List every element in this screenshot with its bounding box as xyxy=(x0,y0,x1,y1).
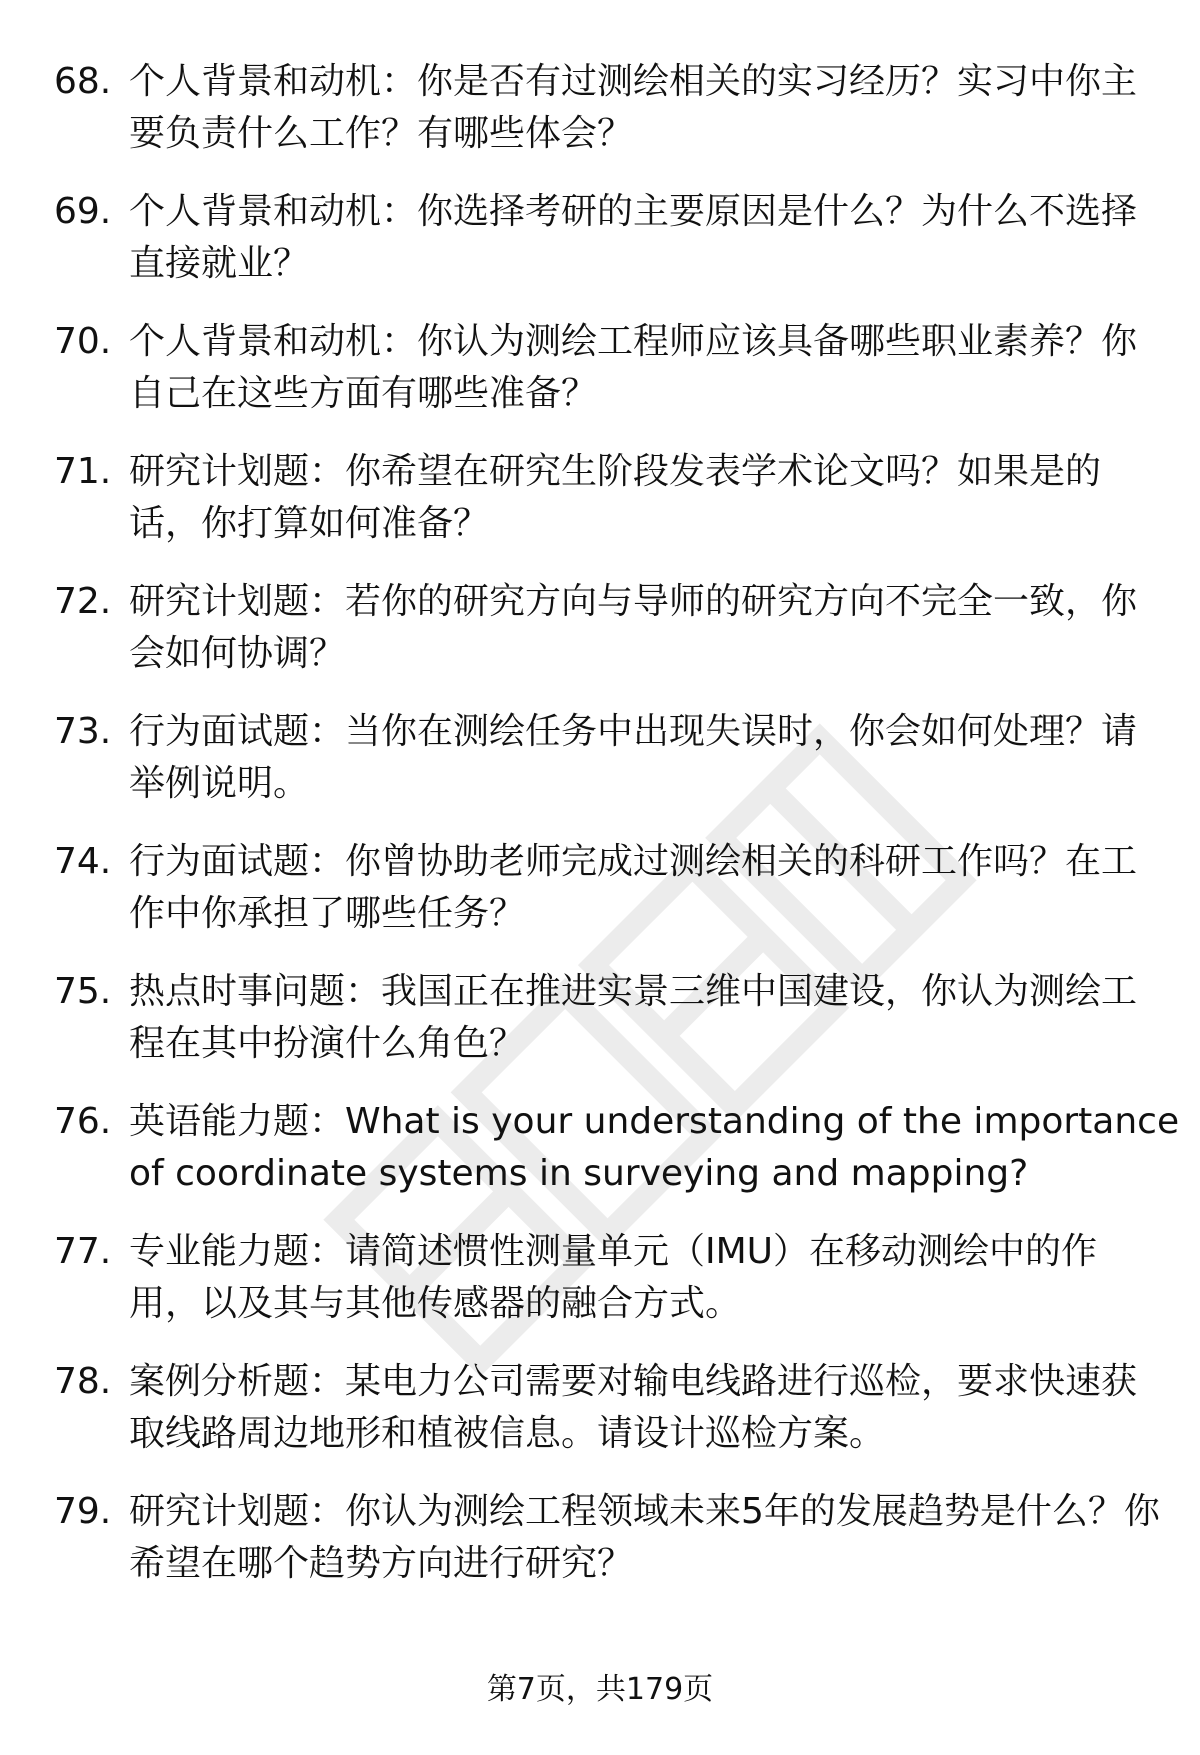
question-number: 70. xyxy=(54,321,112,362)
question-line: 作中你承担了哪些任务？ xyxy=(129,893,526,934)
question-item xyxy=(0,1226,1200,1336)
question-line: 用，以及其与其他传感器的融合方式。 xyxy=(129,1283,742,1324)
question-text xyxy=(129,446,1149,550)
question-item xyxy=(0,1356,1200,1466)
page-number-label: 第7页，共179页 xyxy=(486,1672,714,1707)
question-item xyxy=(0,836,1200,946)
question-number: 73. xyxy=(54,711,112,752)
question-line: 举例说明。 xyxy=(129,763,310,804)
question-text xyxy=(129,966,1149,1070)
question-item xyxy=(0,576,1200,686)
question-line: 行为面试题：你曾协助老师完成过测绘相关的科研工作吗？在工 xyxy=(129,841,1138,882)
question-line: 个人背景和动机：你认为测绘工程师应该具备哪些职业素养？你 xyxy=(129,321,1138,362)
question-number: 72. xyxy=(54,581,112,622)
question-number: 77. xyxy=(54,1231,112,1272)
question-item xyxy=(0,706,1200,816)
question-line: 要负责什么工作？有哪些体会？ xyxy=(129,113,634,154)
question-line: 取线路周边地形和植被信息。请设计巡检方案。 xyxy=(129,1413,886,1454)
question-item xyxy=(0,56,1200,166)
question-text xyxy=(129,836,1149,940)
question-text xyxy=(129,186,1149,290)
question-line: 热点时事问题：我国正在推进实景三维中国建设，你认为测绘工 xyxy=(129,971,1138,1012)
question-item xyxy=(0,1096,1200,1206)
question-line: 话，你打算如何准备？ xyxy=(129,503,490,544)
question-line: 英语能力题：What is your understanding of the importance xyxy=(129,1101,1180,1142)
question-line: 自己在这些方面有哪些准备？ xyxy=(129,373,598,414)
question-line: of coordinate systems in surveying and mapping? xyxy=(129,1153,1029,1194)
question-number: 74. xyxy=(54,841,112,882)
question-number: 78. xyxy=(54,1361,112,1402)
question-text xyxy=(129,1226,1149,1330)
question-line: 研究计划题：你认为测绘工程领域未来5年的发展趋势是什么？你 xyxy=(129,1491,1160,1532)
question-line: 专业能力题：请简述惯性测量单元（IMU）在移动测绘中的作 xyxy=(129,1231,1098,1272)
question-number: 76. xyxy=(54,1101,112,1142)
question-line: 案例分析题：某电力公司需要对输电线路进行巡检，要求快速获 xyxy=(129,1361,1138,1402)
question-line: 直接就业？ xyxy=(129,243,310,284)
question-line: 研究计划题：若你的研究方向与导师的研究方向不完全一致，你 xyxy=(129,581,1138,622)
question-line: 行为面试题：当你在测绘任务中出现失误时，你会如何处理？请 xyxy=(129,711,1138,752)
question-text xyxy=(129,56,1149,160)
question-text xyxy=(129,706,1149,810)
question-item xyxy=(0,966,1200,1076)
question-line: 个人背景和动机：你选择考研的主要原因是什么？为什么不选择 xyxy=(129,191,1138,232)
question-number: 75. xyxy=(54,971,112,1012)
question-text xyxy=(129,1356,1149,1460)
question-text xyxy=(129,576,1149,680)
question-line: 希望在哪个趋势方向进行研究？ xyxy=(129,1543,634,1584)
question-line: 程在其中扮演什么角色？ xyxy=(129,1023,526,1064)
question-text xyxy=(129,1486,1160,1590)
question-text xyxy=(129,316,1149,420)
question-line: 会如何协调？ xyxy=(129,633,346,674)
question-item xyxy=(0,446,1200,556)
question-line: 研究计划题：你希望在研究生阶段发表学术论文吗？如果是的 xyxy=(129,451,1102,492)
question-item xyxy=(0,1486,1200,1596)
question-number: 71. xyxy=(54,451,112,492)
question-number: 69. xyxy=(54,191,112,232)
question-line: 个人背景和动机：你是否有过测绘相关的实习经历？实习中你主 xyxy=(129,61,1138,102)
page-footer xyxy=(0,1670,1200,1710)
question-item xyxy=(0,316,1200,426)
question-number: 68. xyxy=(54,61,112,102)
question-text xyxy=(129,1096,1180,1200)
question-item xyxy=(0,186,1200,296)
question-number: 79. xyxy=(54,1491,112,1532)
